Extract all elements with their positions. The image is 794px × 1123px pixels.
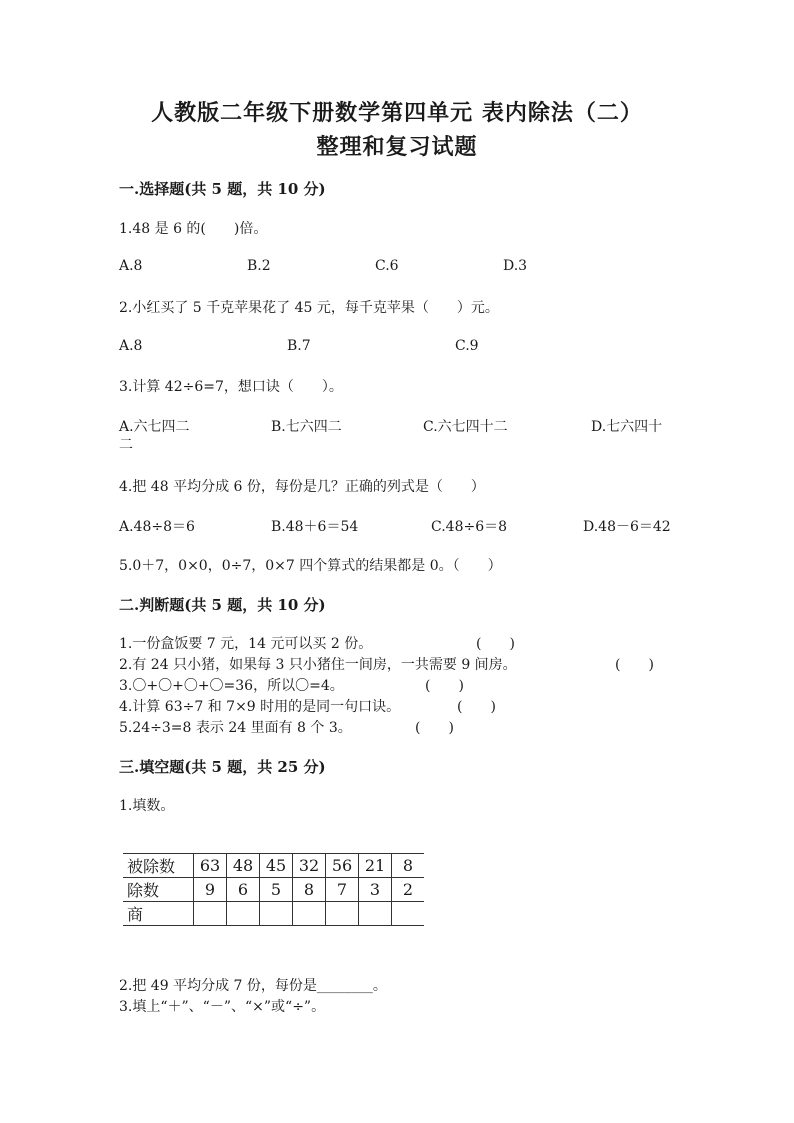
page-title-line1: 人教版二年级下册数学第四单元 表内除法（二） [151, 100, 643, 126]
table-row-divisor [123, 878, 424, 902]
question-5-text: 5.0＋7，0×0，0÷7，0×7 四个算式的结果都是 0。（ ） [119, 558, 502, 574]
judge-item-2: 2.有 24 只小猪，如果每 3 只小猪住一间房，一共需要 9 间房。 [119, 657, 517, 673]
q3-option-d-wrap: 二 [119, 437, 133, 453]
table-cell: 2 [392, 878, 425, 902]
table-cell: 9 [194, 878, 227, 902]
table-cell: 63 [194, 854, 227, 878]
section2-heading: 二.判断题(共 5 题，共 10 分) [119, 596, 326, 614]
q1-option-b: B.2 [247, 258, 271, 274]
q2-option-a: A.8 [119, 338, 143, 354]
table-cell-blank [293, 902, 326, 926]
q1-option-d: D.3 [503, 258, 528, 274]
page-title-line2: 整理和复习试题 [316, 134, 478, 160]
row-label-dividend: 被除数 [123, 854, 194, 878]
table-cell-blank [227, 902, 260, 926]
section3-heading: 三.填空题(共 5 题，共 25 分) [119, 758, 326, 776]
table-cell: 45 [260, 854, 293, 878]
judge-paren-5: ( ) [415, 720, 454, 736]
judge-item-5: 5.24÷3=8 表示 24 里面有 8 个 3。 [119, 720, 352, 736]
table-row-dividend [123, 854, 424, 878]
judge-paren-4: ( ) [457, 699, 496, 715]
q1-option-c: C.6 [375, 258, 399, 274]
question-2-text: 2.小红买了 5 千克苹果花了 45 元，每千克苹果（ ）元。 [119, 300, 499, 316]
q1-option-a: A.8 [119, 258, 143, 274]
q3-option-d: D.七六四十 [591, 419, 663, 435]
q2-option-c: C.9 [455, 338, 479, 354]
table-cell: 21 [359, 854, 392, 878]
judge-item-1: 1.一份盒饭要 7 元，14 元可以买 2 份。 [119, 636, 373, 652]
q4-option-d: D.48－6＝42 [583, 519, 671, 535]
q2-option-b: B.7 [287, 338, 311, 354]
fill-question-1-text: 1.填数。 [119, 798, 175, 814]
row-label-divisor: 除数 [123, 878, 194, 902]
q3-option-a: A.六七四二 [119, 419, 190, 435]
q4-option-b: B.48＋6＝54 [271, 519, 359, 535]
table-cell: 8 [392, 854, 425, 878]
question-3-text: 3.计算 42÷6=7，想口诀（ ）。 [119, 379, 343, 395]
table-cell-blank [326, 902, 359, 926]
table-cell: 8 [293, 878, 326, 902]
table-cell: 3 [359, 878, 392, 902]
judge-item-4: 4.计算 63÷7 和 7×9 时用的是同一句口诀。 [119, 699, 401, 715]
judge-paren-3: ( ) [425, 678, 464, 694]
question-1-text: 1.48 是 6 的( )倍。 [119, 221, 268, 237]
judge-paren-1: ( ) [476, 636, 515, 652]
judge-paren-2: ( ) [615, 657, 654, 673]
q4-option-a: A.48÷8＝6 [119, 519, 195, 535]
table-cell-blank [392, 902, 425, 926]
judge-item-3: 3.〇+〇+〇+〇=36，所以〇=4。 [119, 678, 344, 694]
fill-question-3-text: 3.填上“＋”、“－”、“×”或“÷”。 [119, 999, 326, 1015]
table-cell: 7 [326, 878, 359, 902]
q3-option-b: B.七六四二 [271, 419, 342, 435]
q3-option-c: C.六七四十二 [423, 419, 508, 435]
table-cell-blank [260, 902, 293, 926]
q4-option-c: C.48÷6＝8 [431, 519, 508, 535]
table-cell: 32 [293, 854, 326, 878]
table-cell: 48 [227, 854, 260, 878]
table-row-quotient [123, 902, 424, 926]
table-cell: 6 [227, 878, 260, 902]
division-table [123, 853, 424, 926]
table-cell-blank [194, 902, 227, 926]
table-cell: 5 [260, 878, 293, 902]
fill-question-2-text: 2.把 49 平均分成 7 份，每份是________。 [119, 978, 387, 994]
section1-heading: 一.选择题(共 5 题，共 10 分) [119, 180, 326, 198]
table-cell-blank [359, 902, 392, 926]
question-4-text: 4.把 48 平均分成 6 份，每份是几？正确的列式是（ ） [119, 479, 485, 495]
row-label-quotient: 商 [123, 902, 194, 926]
table-cell: 56 [326, 854, 359, 878]
